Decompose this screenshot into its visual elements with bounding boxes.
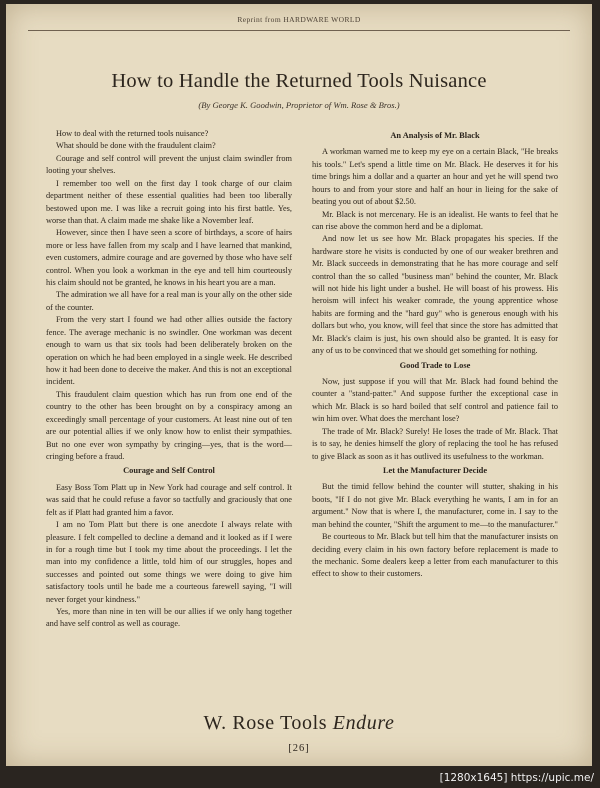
section-heading: Good Trade to Lose [399, 360, 471, 370]
paragraph: From the very start I found we had other allies outside the factory fence. The average mechanic is no swindler. One workman was decent enough to warn us that six tools had been deliberately broken on the operation on which he had been employed in a single week. He described how it had been done to deceive the maker. And this is not an exceptional incident. [46, 315, 292, 387]
brand-name: W. Rose Tools [203, 712, 328, 734]
paragraph: Courage and self control will prevent the unjust claim swindler from looting your shelves. [46, 153, 292, 176]
left-column [46, 128, 292, 631]
paragraph: The admiration we all have for a real man is your ally on the other side of the counter. [46, 290, 292, 312]
right-column [312, 128, 558, 581]
paragraph: Mr. Black is not mercenary. He is an idealist. He wants to feel that he can rise above the common herd and be a diplomat. [312, 209, 558, 231]
paragraph: Be courteous to Mr. Black but tell him that the manufacturer insists on deciding every claim in his own factory before replacement is made to the mechanic. Some dealers keep a letter from each manufacturer to this effect to show to their customers. [312, 532, 558, 579]
section-heading: Courage and Self Control [123, 466, 215, 476]
paragraph: Now, just suppose if you will that Mr. Black had found behind the counter a "stand-patter." And suppose further the exceptional case in which Mr. Black is so hard boiled that self control and patience fail to win him over. What does the merchant lose? [312, 377, 558, 424]
section-heading: An Analysis of Mr. Black [390, 131, 480, 140]
paragraph: The trade of Mr. Black? Surely! He loses the trade of Mr. Black. That is to say, he denies himself the glory of replacing the tool he has refused to give Black as soon as it has outlived its usefulness to the workman. [312, 426, 558, 461]
paragraph: But the timid fellow behind the counter will stutter, shaking in his boots, "If I do not give Mr. Black everything he wants, I am in for an argument." Now that is where I, the manufacturer, come in. I say to the man behind the counter, "Shift the argument to me—to the manufacturer." [312, 482, 558, 529]
paragraph: I am no Tom Platt but there is one anecdote I always relate with pleasure. I felt compelled to decline a demand and it looked as if I were in for a rough time but I took my time about the proceedings. I let the man into my confidence a little, told him of our struggles, hopes and successes and pointed out some things we were doing to give him satisfactory tools until he bade me a courteous farewell saying, "I will never forget your kindness." [46, 520, 292, 604]
paragraph: A workman warned me to keep my eye on a certain Black, "He breaks his tools." Let's spend a little time on Mr. Black. He deserves it for his time brings him a dollar and a quarter an hour and yet he will spend two hours to and from your store and half an hour in lieing for the sake of beating you out of about $2.50. [312, 147, 558, 207]
page-number: [26] [288, 743, 310, 754]
paragraph: Easy Boss Tom Platt up in New York had courage and self control. It was said that he could refuse a favor so tactfully and graciously that one felt as if Platt had granted him a favor. [46, 482, 292, 517]
paragraph: However, since then I have seen a score of birthdays, a score of hairs more or less have fallen from my scalp and I have learned that mankind, even customers, admire courage and are governed by those who have self control. When you look a workman in the eye and tell him courteously his claim should not be granted, he knows in his heart you are a man. [46, 228, 292, 288]
image-watermark: [1280x1645] https://upic.me/ [439, 772, 594, 784]
paragraph: I remember too well on the first day I took charge of our claim department neither of these essential qualities had been too liberally bestowed upon me. I was like a recruit going into his first battle. Yes, worse than that. A claim made me shake like a November leaf. [46, 178, 292, 225]
footer-brand [6, 712, 592, 735]
paragraph: What should be done with the fraudulent claim? [56, 141, 216, 151]
paragraph: This fraudulent claim question which has run from one end of the country to the other has been brought on by a conspiracy among an exceedingly small percentage of your customers. At least nine out of ten are our potential allies if we only know how to enlist their sympathies. But no one ever won sympathy by cringing—yes, that is the word—cringing before a fraud. [46, 389, 292, 461]
header-rule [28, 30, 570, 31]
magazine-page [6, 4, 592, 766]
paragraph: Yes, more than nine in ten will be our allies if we only hang together and have self control as well as courage. [46, 607, 292, 629]
section-heading: Let the Manufacturer Decide [382, 465, 488, 475]
article-title: How to Handle the Returned Tools Nuisance [111, 70, 487, 92]
paragraph: And now let us see how Mr. Black propagates his species. If the hardware store he visits is conducted by one of our weaker brethren and Mr. Black succeeds in demonstrating that he has more courage and self control than the so called "business man" behind the counter, Mr. Black will not hide his light under a bushel. He will boast of his prowess. His heroism will infect his weaker comrade, the young apprentice whose habits are forming and the "hard guy" who is generous enough with his dollars but who, you know, will feel that since the store has admitted that Mr. Black's claim is just, his own should also be granted. It is easy for any of us to be convinced that we should get something for nothing. [312, 234, 558, 356]
brand-tagline: Endure [332, 712, 395, 734]
article-byline: (By George K. Goodwin, Proprietor of Wm. Rose & Bros.) [198, 100, 400, 110]
paragraph: How to deal with the returned tools nuisance? [56, 129, 209, 138]
reprint-header: Reprint from HARDWARE WORLD [237, 15, 361, 24]
